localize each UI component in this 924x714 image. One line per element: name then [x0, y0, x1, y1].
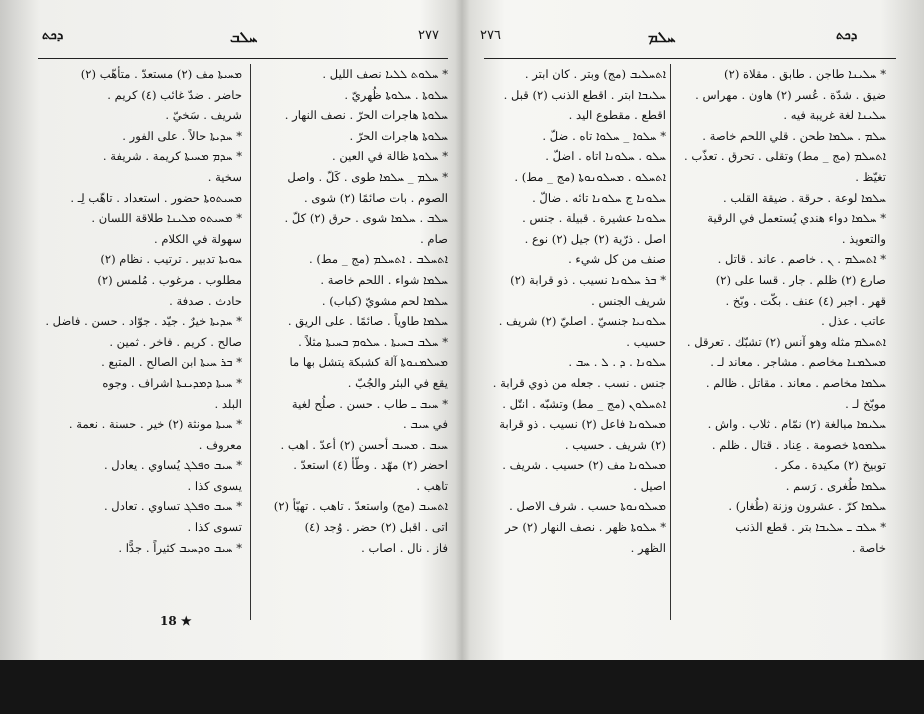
page-header: [20, 28, 458, 54]
entry-line: جنس . نسب . جعله من ذوي قرابة .: [492, 375, 666, 390]
page-footer: 18 ★: [160, 614, 192, 628]
header-running-title: ܚܠܡ: [648, 28, 676, 46]
entry-line: شريف . سَخيّ .: [165, 108, 242, 123]
right-page: [466, 0, 906, 660]
header-rule: [484, 58, 896, 59]
column-divider: [250, 64, 251, 620]
entry-line: اصيل .: [633, 478, 666, 493]
entry-line: ܚܠܡܐ مخاصم . معاند . مقاتل . ظالم .: [705, 375, 886, 390]
entry-line: خاصة .: [851, 540, 886, 555]
entry-line: الظهر .: [630, 540, 666, 555]
entry-line: ܚܠܘܢܝܐ جنسيّ . اصليّ (٢) شريف .: [498, 314, 666, 329]
entry-line: سهولة في الكلام .: [154, 231, 242, 246]
entry-line: * ܚܠܝܢܐ طاجن . طابق . مقلاة (٢): [724, 67, 886, 81]
entry-line: صارع (٢) ظلم . جار . قسا على (٢): [715, 272, 886, 287]
entry-line: اقطع . مقطوع اليد .: [568, 108, 666, 123]
entry-line: ܡܚܠܘܢܐ فاعل (٢) نسيب . ذو قرابة: [499, 417, 666, 432]
entry-line: * ܚܝܒ ܘܦܠܓ تساوي . تعادل .: [103, 499, 242, 514]
entry-line: ܚܠܡܐ طاوياً . صائمًا . على الريق .: [287, 314, 448, 329]
entry-line: اتى . اقبل (٢) حضر . وُجد (٤): [304, 520, 448, 535]
header-corner-word: ܕܟܬ: [836, 28, 858, 43]
entry-line: يقع في البئر والجُبّ .: [347, 375, 448, 390]
entry-line: ܚܠܝܢܐ لغة غريبة فيه .: [783, 108, 886, 123]
entry-line: موبّخ لـ .: [845, 396, 886, 411]
entry-line: * ܐܬܚܠܡ . ܢ . خاصم . عاند . قاتل .: [717, 252, 886, 267]
entry-line: * ܚܕܡ ܡܚܝܬܐ كريمة . شريفة .: [102, 149, 242, 164]
column-outer: [40, 64, 242, 608]
entry-line: ضيق . شدّة . عُسر (٢) هاون . مهراس .: [695, 87, 886, 102]
entry-line: البلد .: [214, 396, 242, 411]
entry-line: والتعويذ .: [841, 231, 886, 246]
entry-line: ܚܠܡܘܬܐ خصومة . عِناد . قتال . ظلم .: [711, 437, 886, 452]
entry-line: ܐܬܚܠܘ . ܡܚܠܘܢܘܬܐ (مج _ مط) .: [514, 169, 666, 184]
entry-line: ܡܚܝܬܐ مف (٢) مستعدّ . متأهّب (٢): [80, 67, 242, 81]
entry-line: * ܚܠܘܐ _ ܚܠܘܐ تاه . ضلّ .: [542, 128, 666, 143]
entry-line: ܡܚܠܡܢܐ مخاصم . مشاجر . معاند لـ .: [710, 355, 886, 370]
entry-line: * ܚܝܬܐ مونثة (٢) خير . حسنة . نعمة .: [68, 417, 242, 432]
entry-line: (٢) شريف . حسيب .: [564, 437, 666, 452]
entry-line: تاهب .: [416, 478, 448, 493]
entry-line: * ܚܠܘܬܐ ظالة في العين .: [331, 149, 448, 164]
entry-line: ܐܬܚܠܡ (مج _ مط) وتقلى . تحرق . تعذّب .: [684, 149, 886, 164]
entry-line: ܚܠܘܬܐ . ܚܠܘܬܐ ظُهريّ .: [344, 87, 448, 102]
entry-line: * ܚܝܒ ܘܕܚܝܒ كثيراً . جدًّا .: [118, 540, 242, 555]
entry-line: حاضر . ضدّ غائب (٤) كريم .: [107, 87, 242, 102]
entry-line: تغيّظ .: [855, 169, 886, 184]
entry-line: صالح . كريم . فاخر . ثمين .: [109, 334, 242, 349]
entry-line: ܚܠܡܐ شواء . اللحم خاصة .: [320, 272, 448, 287]
entry-line: الصوم . بات صائمًا (٢) شوى .: [303, 190, 448, 205]
entry-line: ܚܘܝܬܐ تدبير . ترتيب . نظام (٢): [100, 252, 242, 267]
column-divider: [670, 64, 671, 620]
header-running-title: ܚܠܒ: [230, 28, 258, 46]
left-page: [20, 0, 458, 660]
entry-line: * ܚܕܝܬܐ حالاً . على الفور .: [122, 128, 242, 143]
entry-line: يسوى كذا .: [187, 478, 242, 493]
entry-line: توبيخ (٢) مكيدة . مكر .: [774, 458, 886, 473]
entry-line: ܐܬܚܠܝܒ (مج) وبتر . كان ابتر .: [524, 67, 666, 81]
entry-line: صام .: [420, 231, 448, 246]
entry-line: ܚܠܡܐ لحم مشويّ (كباب) .: [321, 293, 448, 308]
entry-line: ܚܠܘܢܐ ج ܚܠܘܢܐ تائه . ضالّ .: [532, 190, 666, 205]
entry-line: * ܚܝܒ ـ طاب . حسن . صلُح لغية: [291, 396, 448, 411]
entry-line: ܚܠܡܐ لوعة . حرقة . ضيقة القلب .: [723, 190, 886, 205]
entry-line: * ܚܠܡܐ دواء هندي يُستعمل في الرقية: [707, 211, 886, 226]
header-rule: [38, 58, 448, 59]
entry-line: * ܚܕܝܬܐ خيرٌ . جيّد . جوّاد . حسن . فاضل .: [45, 314, 242, 329]
entry-line: * ܚܠܒ ܒܚܝܬܐ . ܚܠܘܡ ܒܚܝܬܐ مثلاً .: [298, 334, 448, 349]
entry-line: * ܚܝܒ ܘܦܠܓ يُساوي . يعادل .: [103, 458, 242, 473]
entry-line: حسيب .: [626, 334, 666, 349]
entry-line: ܚܠܘܬܐ هاجرات الحرّ . نصف النهار .: [284, 108, 448, 123]
entry-line: * ܚܠܒ ـ ܚܠܝܒܐ بتر . قطع الذنب: [735, 520, 886, 535]
entry-line: * ܚܠܘܬ ܠܠܝܐ نصف الليل .: [322, 67, 448, 81]
entry-line: * ܒܪ ܚܠܘܢܐ نسيب . ذو قرابة (٢): [510, 272, 666, 287]
entry-line: ܚܠܡ . ܚܠܡܐ طحن . قلي اللحم خاصة .: [702, 128, 886, 143]
entry-line: ܚܠܘܢܐ . ܕ . ܠ . ܚܒ .: [568, 355, 666, 370]
entry-line: فاز . نال . اصاب .: [361, 540, 448, 555]
entry-line: في ܚܝܒ .: [402, 417, 448, 432]
entry-line: عاتب . عذل .: [821, 314, 886, 329]
entry-line: ܚܠܡܐ طُغرى . رَسم .: [785, 478, 886, 493]
entry-line: * ܡܚܝܬܘ ܡܠܝܢܐ طلاقة اللسان .: [91, 211, 242, 226]
column-outer: [678, 64, 886, 608]
header-corner-word: ܕܟܬ: [42, 28, 64, 43]
column-inner: [258, 64, 448, 608]
page-number: ٢٧٦: [480, 28, 501, 43]
entry-line: اصل . ذرّية (٢) جيل (٢) نوع .: [524, 231, 666, 246]
entry-line: ܐܬܚܠܘܢ (مج _ مط) وتشبّه . انتّل .: [502, 396, 666, 411]
entry-line: سخية .: [207, 169, 242, 184]
entry-line: ܐܬܚܠܡ مثله وهو آنس (٢) تشبّك . تعرقل .: [686, 334, 886, 349]
entry-line: ܡܚܠܡܢܘܬܐ آلة كشبكة يتشل بها ما: [289, 355, 448, 370]
entry-line: قهر . اجبر (٤) عنف . بكّت . وبّخ .: [725, 293, 886, 308]
entry-line: حادث . صدفة .: [169, 293, 242, 308]
entry-line: ܡܚܠܘܢܐ مف (٢) حسيب . شريف .: [502, 458, 666, 473]
entry-line: تسوى كذا .: [187, 520, 242, 535]
entry-line: * ܒܪ ܚܝܬܐ ابن الصالح . المتبع .: [101, 355, 242, 370]
entry-line: ܚܠܒ . ܚܠܡܐ شوى . حرق (٢) كلّ .: [284, 211, 448, 226]
column-inner: [482, 64, 666, 608]
entry-line: ܚܠܝܒܐ ابتر . اقطع الذنب (٢) قبل .: [503, 87, 666, 102]
entry-line: ܡܚܝܬܘܬܐ حضور . استعداد . تاهّب لِـ .: [70, 190, 242, 205]
page-header: [466, 28, 906, 54]
entry-line: مطلوب . مرغوب . مُلمس (٢): [97, 272, 242, 287]
entry-line: ܐܬܚܠܒ . ܐܬܚܠܡ (مج _ مط) .: [309, 252, 448, 267]
entry-line: ܚܠܝܡܐ مبالغة (٢) نمّام . ثلاب . واش .: [707, 417, 886, 432]
entry-line: شريف الجنس .: [591, 293, 666, 308]
entry-line: ܚܝܒ . ܡܚܝܒ أحسن (٢) أعدّ . اهب .: [280, 437, 448, 452]
scan-bottom-edge: [0, 660, 924, 714]
entry-line: ܡܚܠܘܢܘܬܐ حسب . شرف الاصل .: [509, 499, 666, 514]
entry-line: صنف من كل شيء .: [568, 252, 666, 267]
page-number: ٢٧٧: [418, 28, 439, 43]
entry-line: ܚܠܘ . ܚܠܘܢܐ اتاه . اضلّ .: [545, 149, 666, 164]
entry-line: ܐܬܚܝܒ (مج) واستعدّ . تاهب . تهيّأ (٢): [273, 499, 448, 514]
entry-line: * ܚܠܡ _ ܚܠܡܐ طوى . كَلّ . واصل: [287, 169, 448, 184]
entry-line: * ܚܠܘܬܐ ظهر . نصف النهار (٢) حر: [505, 520, 666, 535]
entry-line: ܚܠܘܢܐ عشيرة . قبيلة . جنس .: [522, 211, 666, 226]
entry-line: احضر (٢) مهّد . وطّأ (٤) استعدّ .: [293, 458, 448, 473]
entry-line: ܚܠܘܬܐ هاجرات الحرّ .: [349, 128, 448, 143]
entry-line: ܚܠܡܐ كرّ . عشرون وزنة (طُغار) .: [728, 499, 886, 514]
entry-line: معروف .: [198, 437, 242, 452]
entry-line: * ܚܝܬܐ ܕܡܕܝܢܬܐ اشراف . وجوه: [102, 375, 242, 390]
